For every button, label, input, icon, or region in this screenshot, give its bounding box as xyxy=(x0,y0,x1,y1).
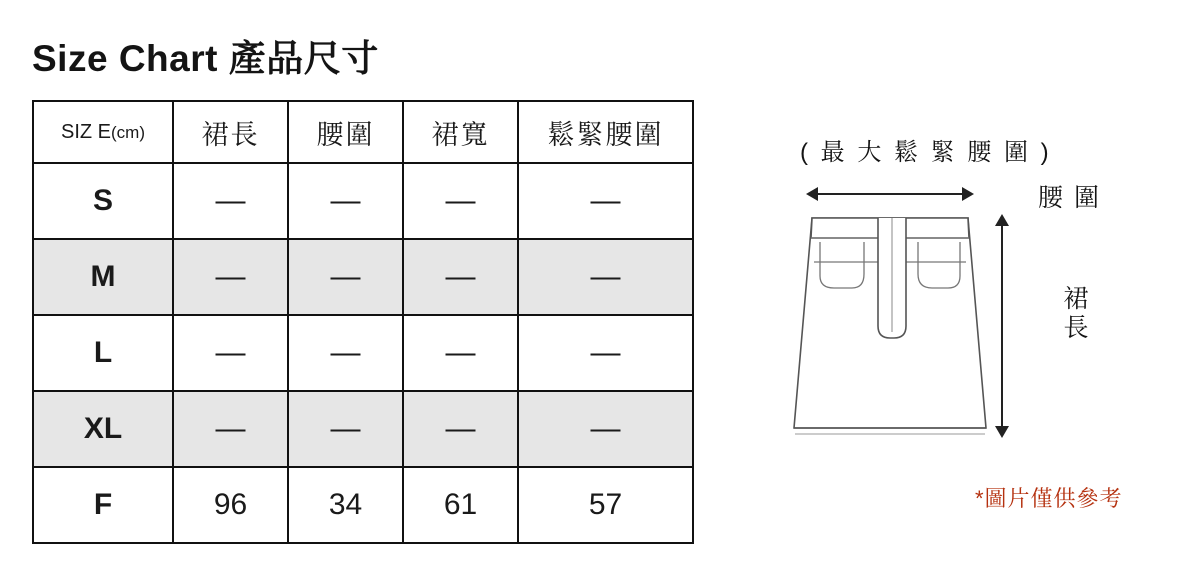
column-header-skirt-length: 裙長 xyxy=(173,101,288,163)
cell-s-elastic: — xyxy=(518,163,693,239)
cell-s-waist: — xyxy=(288,163,403,239)
cell-l-length: — xyxy=(173,315,288,391)
cell-f-elastic: 57 xyxy=(518,467,693,543)
label-waist: 腰 圍 xyxy=(1038,184,1101,212)
row-size-f: F xyxy=(33,467,173,543)
table-row xyxy=(33,239,693,315)
cell-m-waist: — xyxy=(288,239,403,315)
cell-f-length: 96 xyxy=(173,467,288,543)
cell-s-width: — xyxy=(403,163,518,239)
cell-m-elastic: — xyxy=(518,239,693,315)
table-row xyxy=(33,163,693,239)
table-row xyxy=(33,467,693,543)
page-title: Size Chart 產品尺寸 xyxy=(32,38,379,79)
cell-xl-elastic: — xyxy=(518,391,693,467)
cell-m-width: — xyxy=(403,239,518,315)
size-table xyxy=(32,100,694,544)
row-size-m: M xyxy=(33,239,173,315)
cell-l-waist: — xyxy=(288,315,403,391)
table-header-row xyxy=(33,101,693,163)
skirt-diagram-icon xyxy=(790,166,1070,506)
cell-xl-waist: — xyxy=(288,391,403,467)
cell-l-elastic: — xyxy=(518,315,693,391)
column-header-size-unit: (cm) xyxy=(111,122,145,142)
column-header-skirt-width: 裙寬 xyxy=(403,101,518,163)
cell-m-length: — xyxy=(173,239,288,315)
column-header-size-main: SIZ E xyxy=(61,120,112,143)
reference-note: *圖片僅供參考 xyxy=(975,486,1123,511)
row-size-s: S xyxy=(33,163,173,239)
skirt-illustration xyxy=(760,110,1180,550)
illustration-caption: ( 最 大 鬆 緊 腰 圍 ) xyxy=(800,139,1052,166)
cell-xl-width: — xyxy=(403,391,518,467)
cell-xl-length: — xyxy=(173,391,288,467)
label-skirt-length: 裙長 xyxy=(1063,285,1089,342)
cell-f-width: 61 xyxy=(403,467,518,543)
cell-s-length: — xyxy=(173,163,288,239)
row-size-l: L xyxy=(33,315,173,391)
size-table-container xyxy=(32,100,692,544)
table-row xyxy=(33,315,693,391)
column-header-elastic-waist: 鬆緊腰圍 xyxy=(518,101,693,163)
table-row xyxy=(33,391,693,467)
cell-l-width: — xyxy=(403,315,518,391)
column-header-size xyxy=(33,101,173,163)
cell-f-waist: 34 xyxy=(288,467,403,543)
column-header-waist: 腰圍 xyxy=(288,101,403,163)
row-size-xl: XL xyxy=(33,391,173,467)
